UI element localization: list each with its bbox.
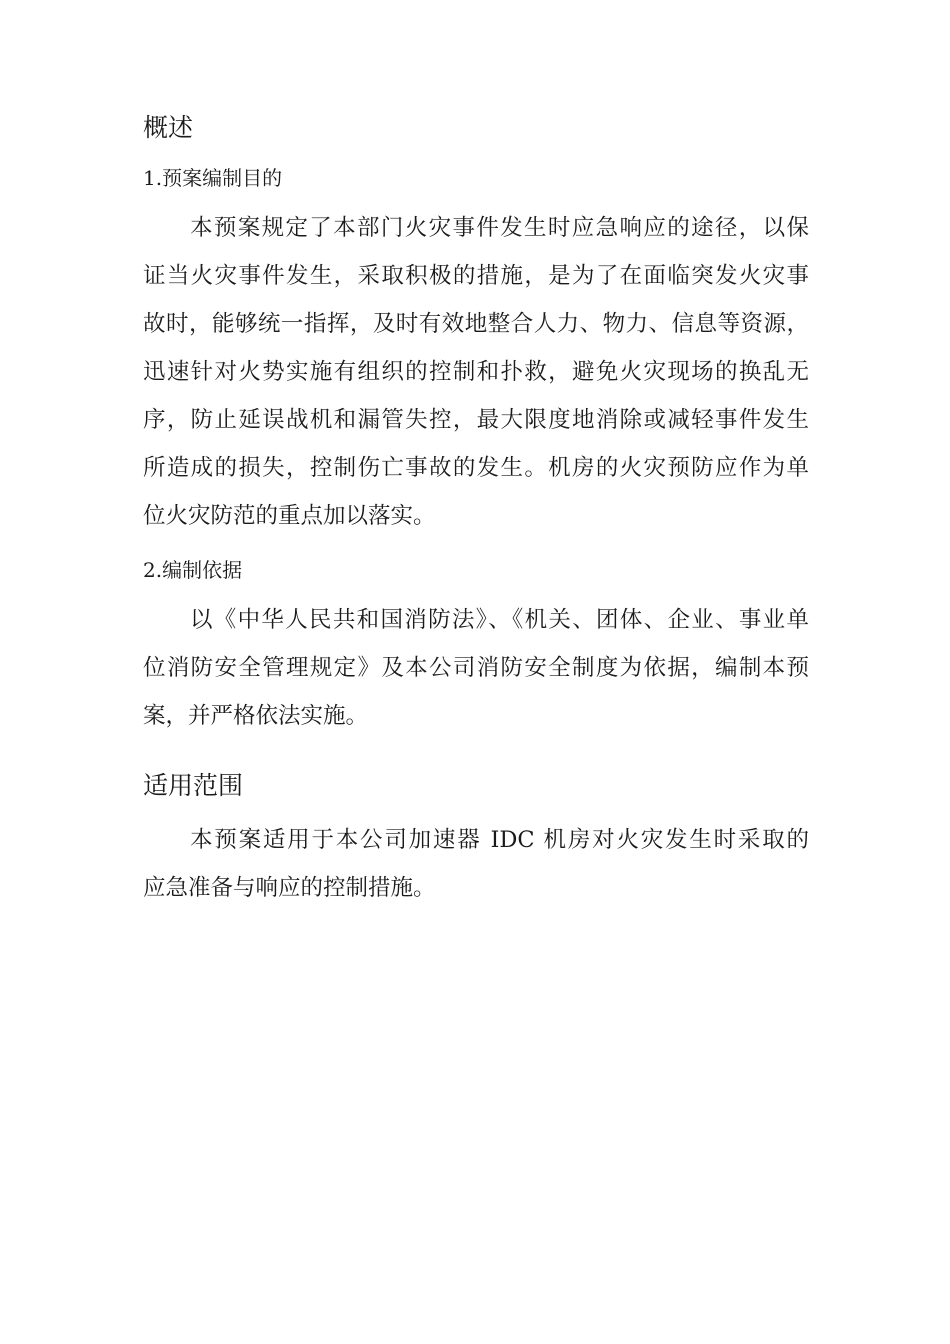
paragraph-line: 迅速针对火势实施有组织的控制和扑救，避免火灾现场的换乱无 <box>143 359 809 385</box>
paragraph-line: 案，并严格依法实施。 <box>143 703 369 729</box>
subsection-heading-purpose: 1.预案编制目的 <box>143 166 283 190</box>
paragraph-line: 故时，能够统一指挥，及时有效地整合人力、物力、信息等资源， <box>143 311 809 337</box>
subsection-heading-basis: 2.编制依据 <box>143 558 243 582</box>
paragraph-scope <box>143 816 809 912</box>
section-title-overview: 概述 <box>143 113 194 142</box>
document-page <box>143 108 809 922</box>
paragraph-line: 应急准备与响应的控制措施。 <box>143 875 436 901</box>
paragraph-line: 位火灾防范的重点加以落实。 <box>143 503 436 529</box>
paragraph-basis <box>143 596 809 740</box>
paragraph-line: 本预案规定了本部门火灾事件发生时应急响应的途径，以保 <box>190 215 809 241</box>
paragraph-line: 本预案适用于本公司加速器 IDC 机房对火灾发生时采取的 <box>190 827 809 853</box>
paragraph-purpose <box>143 204 809 540</box>
paragraph-line: 位消防安全管理规定》及本公司消防安全制度为依据，编制本预 <box>143 655 809 681</box>
paragraph-line: 以《中华人民共和国消防法》、《机关、团体、企业、事业单 <box>190 607 809 633</box>
paragraph-line: 证当火灾事件发生，采取积极的措施，是为了在面临突发火灾事 <box>143 263 809 289</box>
paragraph-line: 序，防止延误战机和漏管失控，最大限度地消除或减轻事件发生 <box>143 407 809 433</box>
paragraph-line: 所造成的损失，控制伤亡事故的发生。机房的火灾预防应作为单 <box>143 455 809 481</box>
section-title-scope: 适用范围 <box>143 771 244 800</box>
